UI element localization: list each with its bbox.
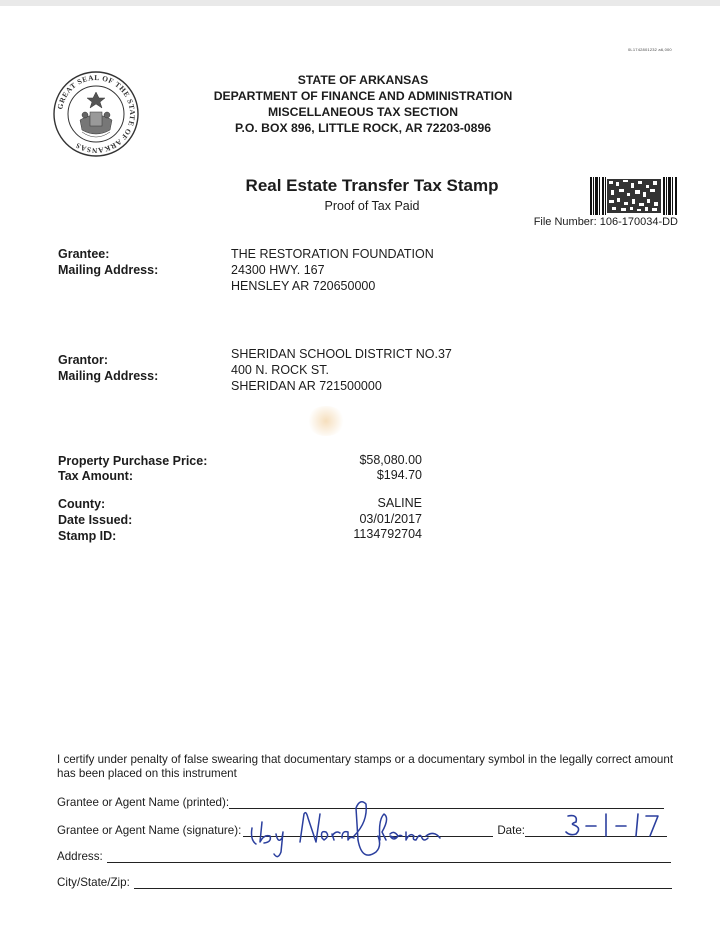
grantor-label: Grantor:	[58, 353, 108, 367]
grantor-name: SHERIDAN SCHOOL DISTRICT NO.37	[231, 347, 452, 361]
header-department: DEPARTMENT OF FINANCE AND ADMINISTRATION	[213, 89, 513, 103]
barcode-icon	[590, 177, 678, 215]
printed-name-label: Grantee or Agent Name (printed):	[57, 796, 230, 809]
grantee-address-line1: 24300 HWY. 167	[231, 263, 325, 277]
document-title: Real Estate Transfer Tax Stamp	[245, 176, 499, 195]
stamp-id-value: 1134792704	[353, 527, 422, 541]
city-state-zip-field[interactable]	[134, 876, 672, 889]
grantee-address-line2: HENSLEY AR 720650000	[231, 279, 376, 293]
file-number-label: File Number:	[533, 216, 597, 228]
state-seal-icon	[52, 70, 140, 158]
city-state-zip-label: City/State/Zip:	[57, 876, 130, 889]
grantee-mailing-label: Mailing Address:	[58, 263, 159, 277]
header-state: STATE OF ARKANSAS	[297, 73, 429, 87]
handwritten-signature	[250, 800, 510, 865]
signature-label: Grantee or Agent Name (signature):	[57, 824, 242, 837]
date-issued-value: 03/01/2017	[359, 512, 422, 526]
agency-header	[200, 72, 526, 136]
signature-date-label: Date:	[497, 824, 526, 837]
seal-outer-text: GREAT SEAL OF THE STATE OF ARKANSAS	[55, 72, 138, 156]
purchase-price-label: Property Purchase Price:	[58, 454, 208, 468]
date-issued-label: Date Issued:	[58, 513, 133, 527]
scan-smudge	[306, 406, 346, 436]
stamp-id-label: Stamp ID:	[58, 529, 117, 543]
address-label: Address:	[57, 850, 103, 863]
header-section: MISCELLANEOUS TAX SECTION	[267, 105, 459, 119]
purchase-price-value: $58,080.00	[359, 453, 422, 467]
tax-amount-value: $194.70	[376, 468, 422, 482]
grantor-address-line2: SHERIDAN AR 721500000	[231, 379, 382, 393]
header-po-box: P.O. BOX 896, LITTLE ROCK, AR 72203-0896	[234, 121, 492, 135]
scan-top-edge	[0, 0, 720, 6]
file-number	[500, 216, 678, 228]
tax-amount-label: Tax Amount:	[58, 469, 133, 483]
grantor-mailing-label: Mailing Address:	[58, 369, 159, 383]
document-subtitle: Proof of Tax Paid	[324, 199, 420, 213]
grantor-address-line1: 400 N. ROCK ST.	[231, 363, 329, 377]
grantee-name: THE RESTORATION FOUNDATION	[231, 247, 434, 261]
scan-reference-code: 0L1742801232 a6,000	[628, 47, 672, 52]
certification-statement: I certify under penalty of false swearing that documentary stamps or a documentary symbol in the legally correct amount has been placed on this instrument	[57, 753, 674, 780]
file-number-value: 106-170034-DD	[599, 216, 678, 228]
grantee-label: Grantee:	[58, 247, 110, 261]
county-value: SALINE	[377, 496, 422, 510]
county-label: County:	[58, 497, 106, 511]
city-state-zip-row	[57, 876, 672, 889]
handwritten-date	[560, 812, 660, 838]
